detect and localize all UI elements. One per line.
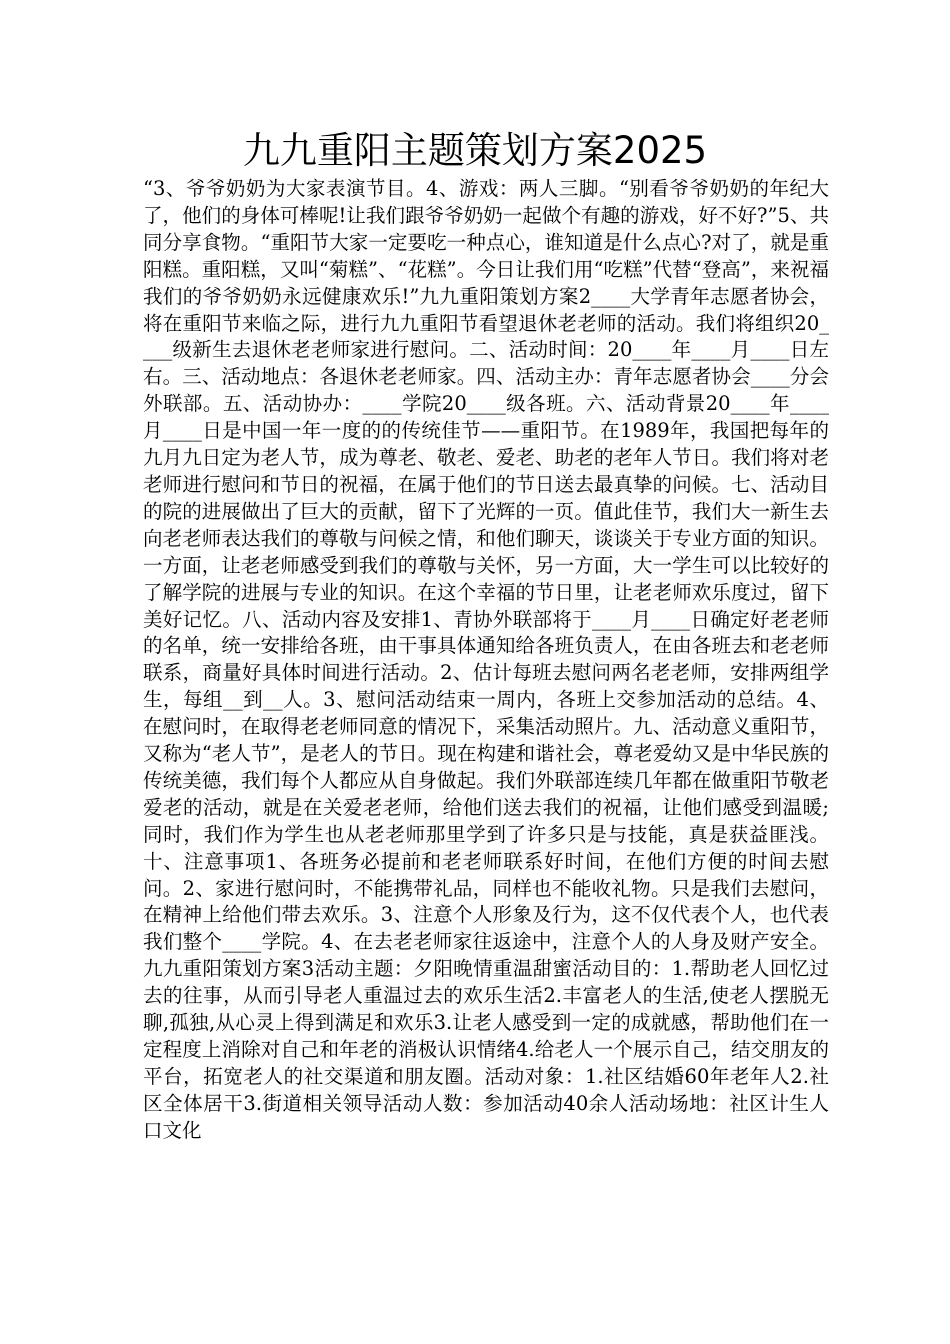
document-body-text: “3、爷爷奶奶为大家表演节目。4、游戏：两人三脚。“别看爷爷奶奶的年纪大了，他们的身体可棒呢!让我们跟爷爷奶奶一起做个有趣的游戏，好不好?”5、共同分享食物。“重阳节大家一定要吃一种点心，谁知道是什么点心?对了，就是重阳糕。重阳糕，又叫“菊糕”、“花糕”。今日让我们用“吃糕”代替“登高”，来祝福我们的爷爷奶奶永远健康欢乐!”九九重阳策划方案2____大学青年志愿者协会，将在重阳节来临之际，进行九九重阳节看望退休老老师的活动。我们将组织20____级新生去退休老老师家进行慰问。二、活动时间：20____年____月____日左右。三、活动地点：各退休老老师家。四、活动主办：青年志愿者协会____分会外联部。五、活动协办：____学院20____级各班。六、活动背景20____年____月____日是中国一年一度的的传统佳节——重阳节。在1989年，我国把每年的九月九日定为老人节，成为尊老、敬老、爱老、助老的老年人节日。我们将对老老师进行慰问和节日的祝福，在属于他们的节日送去最真挚的问候。七、活动目的院的进展做出了巨大的贡献，留下了光辉的一页。值此佳节，我们大一新生去向老老师表达我们的尊敬与问候之情，和他们聊天，谈谈关于专业方面的知识。一方面，让老老师感受到我们的尊敬与关怀，另一方面，大一学生可以比较好的了解学院的进展与专业的知识。在这个幸福的节日里，让老老师欢乐度过，留下美好记忆。八、活动内容及安排1、青协外联部将于____月____日确定好老老师的名单，统一安排给各班，由干事具体通知给各班负责人，在由各班去和老老师联系，商量好具体时间进行活动。2、估计每班去慰问两名老老师，安排两组学生，每组__到__人。3、慰问活动结束一周内，各班上交参加活动的总结。4、在慰问时，在取得老老师同意的情况下，采集活动照片。九、活动意义重阳节，又称为“老人节”，是老人的节日。现在构建和谐社会，尊老爱幼又是中华民族的传统美德，我们每个人都应从自身做起。我们外联部连续几年都在做重阳节敬老爱老的活动，就是在关爱老老师，给他们送去我们的祝福，让他们感受到温暖;同时，我们作为学生也从老老师那里学到了许多只是与技能，真是获益匪浅。十、注意事项1、各班务必提前和老老师联系好时间，在他们方便的时间去慰问。2、家进行慰问时，不能携带礼品，同样也不能收礼物。只是我们去慰问，在精神上给他们带去欢乐。3、注意个人形象及行为，这不仅代表个人，也代表我们整个____学院。4、在去老老师家往返途中，注意个人的人身及财产安全。九九重阳策划方案3活动主题：夕阳晚情重温甜蜜活动目的：1.帮助老人回忆过去的往事，从而引导老人重温过去的欢乐生活2.丰富老人的生活,使老人摆脱无聊,孤独,从心灵上得到满足和欢乐3.让老人感受到一定的成就感，帮助他们在一定程度上消除对自己和年老的消极认识情绪4.给老人一个展示自己，结交朋友的平台，拓宽老人的社交渠道和朋友圈。活动对象：1.社区结婚60年老年人2.社区全体居干3.街道相关领导活动人数：参加活动40余人活动场地：社区计生人口文化 [143,177,829,1142]
document-title: 九九重阳主题策划方案2025 [242,129,708,172]
